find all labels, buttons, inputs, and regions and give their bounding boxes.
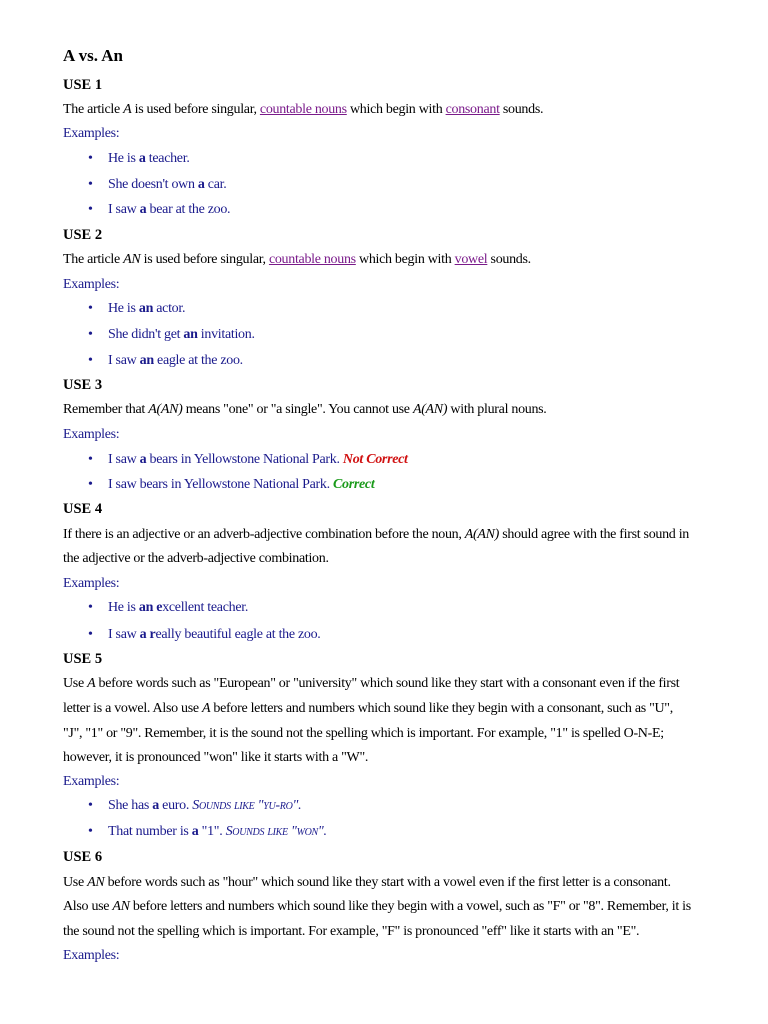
- use6-text-line: the sound not the spelling which is important. For example, "F" is pronounced "eff" like it starts with an "E".: [63, 924, 640, 939]
- use6-examples-label: Examples:: [63, 948, 120, 963]
- use2-examples-label: Examples:: [63, 277, 120, 292]
- use1-heading: USE 1: [63, 77, 103, 93]
- page-title: A vs. An: [63, 46, 123, 65]
- list-item: • I saw an eagle at the zoo.: [88, 353, 243, 369]
- list-item: • I saw bears in Yellowstone National Park. Correct: [88, 477, 374, 493]
- use1-examples-label: Examples:: [63, 126, 120, 141]
- use1-text: The article A is used before singular, countable nouns which begin with consonant sounds.: [63, 102, 544, 117]
- list-item: • She has a euro. Sounds like "yu-ro".: [88, 798, 301, 814]
- use3-text: Remember that A(AN) means "one" or "a single". You cannot use A(AN) with plural nouns.: [63, 402, 547, 417]
- countable-nouns-link[interactable]: countable nouns: [268, 252, 356, 267]
- use4-text-line: If there is an adjective or an adverb-adjective combination before the noun, A(AN) should agree with the first sound in: [63, 527, 689, 542]
- list-item: • He is an actor.: [88, 301, 185, 317]
- use5-text-line: however, it is pronounced "won" like it starts with a "W".: [63, 750, 369, 765]
- vowel-link[interactable]: vowel: [454, 252, 488, 267]
- use6-text-line: Also use AN before letters and numbers which sound like they begin with a vowel, such as "F" or "8". Remember, it is: [63, 899, 691, 914]
- not-correct-label: Not Correct: [342, 452, 408, 467]
- list-item: • He is a teacher.: [88, 151, 190, 167]
- use4-examples-label: Examples:: [63, 576, 120, 591]
- use4-text-line: the adjective or the adverb-adjective combination.: [63, 551, 329, 566]
- use6-text-line: Use AN before words such as "hour" which sound like they start with a vowel even if the first letter is a consonant.: [63, 875, 671, 890]
- use3-examples-label: Examples:: [63, 427, 120, 442]
- use4-heading: USE 4: [63, 501, 103, 517]
- use2-text: The article AN is used before singular, countable nouns which begin with vowel sounds.: [63, 252, 531, 267]
- consonant-link[interactable]: consonant: [445, 102, 500, 117]
- list-item: • That number is a "1". Sounds like "won".: [88, 824, 327, 840]
- countable-nouns-link[interactable]: countable nouns: [259, 102, 347, 117]
- use5-heading: USE 5: [63, 651, 103, 667]
- use5-text-line: "J", "1" or "9". Remember, it is the sound not the spelling which is important. For example, "1" is spelled O-N-E;: [63, 726, 664, 741]
- list-item: • I saw a bears in Yellowstone National Park. Not Correct: [88, 452, 408, 468]
- list-item: • I saw a really beautiful eagle at the zoo.: [88, 627, 321, 643]
- list-item: • She doesn't own a car.: [88, 177, 226, 193]
- use5-examples-label: Examples:: [63, 774, 120, 789]
- use6-heading: USE 6: [63, 849, 103, 865]
- list-item: • I saw a bear at the zoo.: [88, 202, 230, 218]
- correct-label: Correct: [332, 477, 375, 492]
- list-item: • She didn't get an invitation.: [88, 327, 255, 343]
- use2-heading: USE 2: [63, 227, 103, 243]
- use3-heading: USE 3: [63, 377, 103, 393]
- list-item: • He is an excellent teacher.: [88, 600, 248, 616]
- use5-text-line: Use A before words such as "European" or "university" which sound like they start with a consonant even if the first: [63, 676, 680, 691]
- use5-text-line: letter is a vowel. Also use A before letters and numbers which sound like they begin with a consonant, such as "U",: [63, 701, 673, 716]
